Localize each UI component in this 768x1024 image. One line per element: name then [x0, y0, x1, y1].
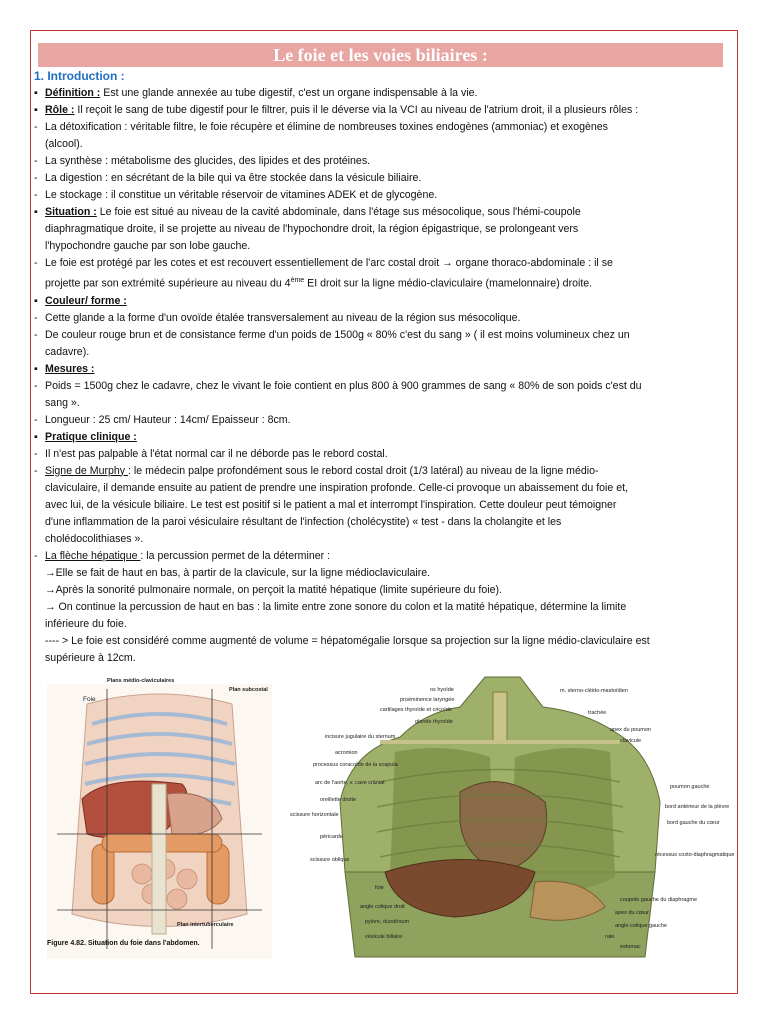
- label-glande-thyroide: glande thyroïde: [415, 719, 453, 725]
- label-sterno-cleido-mastoidien: m. sterno-cléido-mastoïdien: [560, 688, 628, 694]
- text-line: →Après la sonorité pulmonaire normale, on perçoit la matité hépatique (limite supérieure du foie).: [45, 583, 502, 596]
- text-line: ---- > Le foie est considéré comme augmenté de volume = hépatomégalie lorsque sa projection sur la ligne médio-claviculaire est: [45, 634, 650, 647]
- label-foie-fig2: foie: [375, 885, 384, 891]
- text-line: supérieure à 12cm.: [45, 651, 136, 664]
- figure-liver-abdomen: [47, 678, 272, 959]
- text-line: diaphragmatique droite, il se projette au niveau de l'hypochondre droit, la région épigastrique, se prolongeant vers: [45, 223, 579, 235]
- label-scissure-oblique: scissure oblique: [310, 857, 350, 863]
- list-item: - Le stockage : il constitue un véritable réservoir de vitamines ADEK et de glycogène.: [34, 189, 438, 201]
- document-body: [34, 68, 722, 667]
- label-acromion: acromion: [335, 750, 358, 756]
- label-rate: rate: [605, 934, 615, 940]
- label-bord-gauche-coeur: bord gauche du cœur: [667, 820, 720, 826]
- label-angle-colique-gauche: angle colique gauche: [615, 923, 667, 929]
- text-line: →Elle se fait de haut en bas, à partir de la clavicule, sur la ligne médioclaviculaire.: [45, 566, 431, 579]
- situation-line: ▪ Situation : Le foie est situé au niveau de la cavité abdominale, dans l'étage sus mésocolique, sous l'hémi-coupole: [34, 206, 581, 218]
- label-plan-subcostal: Plan subcostal: [229, 687, 268, 693]
- label-coupole-gauche: coupole gauche du diaphragme: [620, 897, 698, 903]
- label-plan-intertuberculaire: Plan intertuberculaire: [177, 922, 234, 928]
- text-line: avec lui, de la vésicule biliaire. Le test est positif si le patient a mal et interrompt l'inspiration. Cette douleur peut témoigner: [45, 498, 617, 511]
- subheading-pratique-clinique: ▪ Pratique clinique :: [34, 430, 137, 443]
- label-trachee: trachée: [588, 710, 607, 716]
- list-item: - La détoxification : véritable filtre, le foie récupère et élimine de nombreuses toxines endogènes (ammoniac) et exogènes: [34, 121, 608, 133]
- list-item: - Il n'est pas palpable à l'état normal car il ne déborde pas le rebord costal.: [34, 447, 388, 460]
- subheading-couleur-forme: ▪ Couleur/ forme :: [34, 294, 127, 307]
- list-item: - Longueur : 25 cm/ Hauteur : 14cm/ Epaisseur : 8cm.: [34, 413, 291, 426]
- page-title: Le foie et les voies biliaires :: [38, 43, 723, 67]
- label-foie: Foie: [83, 696, 96, 703]
- label-pericarde: péricarde: [320, 834, 343, 840]
- label-arc-aorte: arc de l'aorte, v. cave crânial: [315, 780, 385, 786]
- label-apex-poumon: apex du poumon: [610, 727, 651, 733]
- list-item: - De couleur rouge brun et de consistance ferme d'un poids de 1500g « 80% c'est du sang » ( il est moins volumineux chez un: [34, 328, 630, 341]
- label-processus-coracoide: processus coracoïde de la scapula: [313, 762, 398, 768]
- list-item-continuation: (alcool).: [45, 138, 83, 150]
- text-line: projette par son extrémité supérieure au niveau du 4ème EI droit sur la ligne médio-claviculaire (mamelonnaire) droite.: [45, 277, 593, 290]
- figure-thorax-anatomy: [285, 672, 735, 964]
- label-incisure-jugulaire: incisure jugulaire du sternum: [325, 734, 396, 740]
- list-item: - Le foie est protégé par les cotes et est recouvert essentiellement de l'arc costal droit → organe thoraco-abdominale : il se: [34, 257, 613, 269]
- label-clavicule: clavicule: [620, 738, 642, 744]
- list-item: - La digestion : en sécrétant de la bile qui va être stockée dans la vésicule biliaire.: [34, 172, 422, 184]
- label-pylore-duodenum: pylore, duodénum: [365, 919, 410, 925]
- text-line: claviculaire, il demande ensuite au patient de prendre une inspiration profonde. Celle-ci provoque un abaissement du foie et,: [45, 481, 629, 494]
- text-line: → On continue la percussion de haut en bas : la limite entre zone sonore du colon et la matité hépatique, détermine la limite: [45, 600, 627, 613]
- label-os-hyoide: os hyoïde: [430, 687, 454, 693]
- section-heading-introduction: 1. Introduction :: [34, 69, 125, 83]
- label-proeminence-laryngee: proéminence laryngée: [400, 697, 455, 703]
- label-estomac: estomac: [620, 944, 641, 950]
- text-line: inférieure du foie.: [45, 617, 127, 630]
- text-line: cadavre).: [45, 345, 90, 358]
- definition-line: ▪ Définition : Est une glande annexée au tube digestif, c'est un organe indispensable à la vie.: [34, 87, 478, 99]
- list-item: - Cette glande a la forme d'un ovoïde étalée transversalement au niveau de la région sus mésocolique.: [34, 311, 521, 324]
- abdomen-illustration: [47, 684, 272, 959]
- label-scissure-horizontale: scissure horizontale: [290, 812, 339, 818]
- text-line: sang ».: [45, 396, 80, 409]
- list-item: - La synthèse : métabolisme des glucides, des lipides et des protéines.: [34, 155, 371, 167]
- subheading-mesures: ▪ Mesures :: [34, 362, 95, 375]
- label-recessus-costo: récessus costo-diaphragmatique: [655, 852, 735, 858]
- thorax-illustration: [285, 672, 710, 964]
- text-line: d'une inflammation de la paroi vésiculaire résultant de l'infection (cholécystite) « test - dans la cholangite et les: [45, 515, 562, 528]
- label-apex-coeur: apex du cœur: [615, 910, 649, 916]
- text-line: l'hypochondre gauche par son lobe gauche.: [45, 240, 251, 252]
- label-plans-medio-claviculaires: Plans médio-claviculaires: [107, 678, 175, 684]
- fleche-hepatique-line: - La flèche hépatique : la percussion permet de la déterminer :: [34, 549, 331, 562]
- label-vesicule-biliaire: vésicule biliaire: [365, 934, 403, 940]
- figure-caption: Figure 4.82. Situation du foie dans l'abdomen.: [47, 940, 200, 947]
- label-oreillette-droite: oreillette droite: [320, 797, 357, 803]
- label-bord-anterieur-plevre: bord antérieur de la plèvre: [665, 804, 730, 810]
- label-poumon-gauche: poumon gauche: [670, 784, 710, 790]
- text-line: cholédocolithiases ».: [45, 532, 144, 545]
- list-item: - Poids = 1500g chez le cadavre, chez le vivant le foie contient en plus 800 à 900 grammes de sang « 80% de son poids c'est du: [34, 379, 642, 392]
- label-angle-colique-droit: angle colique droit: [360, 904, 405, 910]
- label-cartilages-thyroide: cartilages thyroïde et cricoïde: [380, 707, 452, 713]
- murphy-line: - Signe de Murphy : le médecin palpe profondément sous le rebord costal droit (1/3 latéral) au niveau de la ligne médio-: [34, 464, 599, 477]
- role-line: ▪ Rôle : Il reçoit le sang de tube digestif pour le filtrer, puis il le déverse via la VCI au niveau de l'atrium droit, il a plusieurs rôles :: [34, 104, 639, 116]
